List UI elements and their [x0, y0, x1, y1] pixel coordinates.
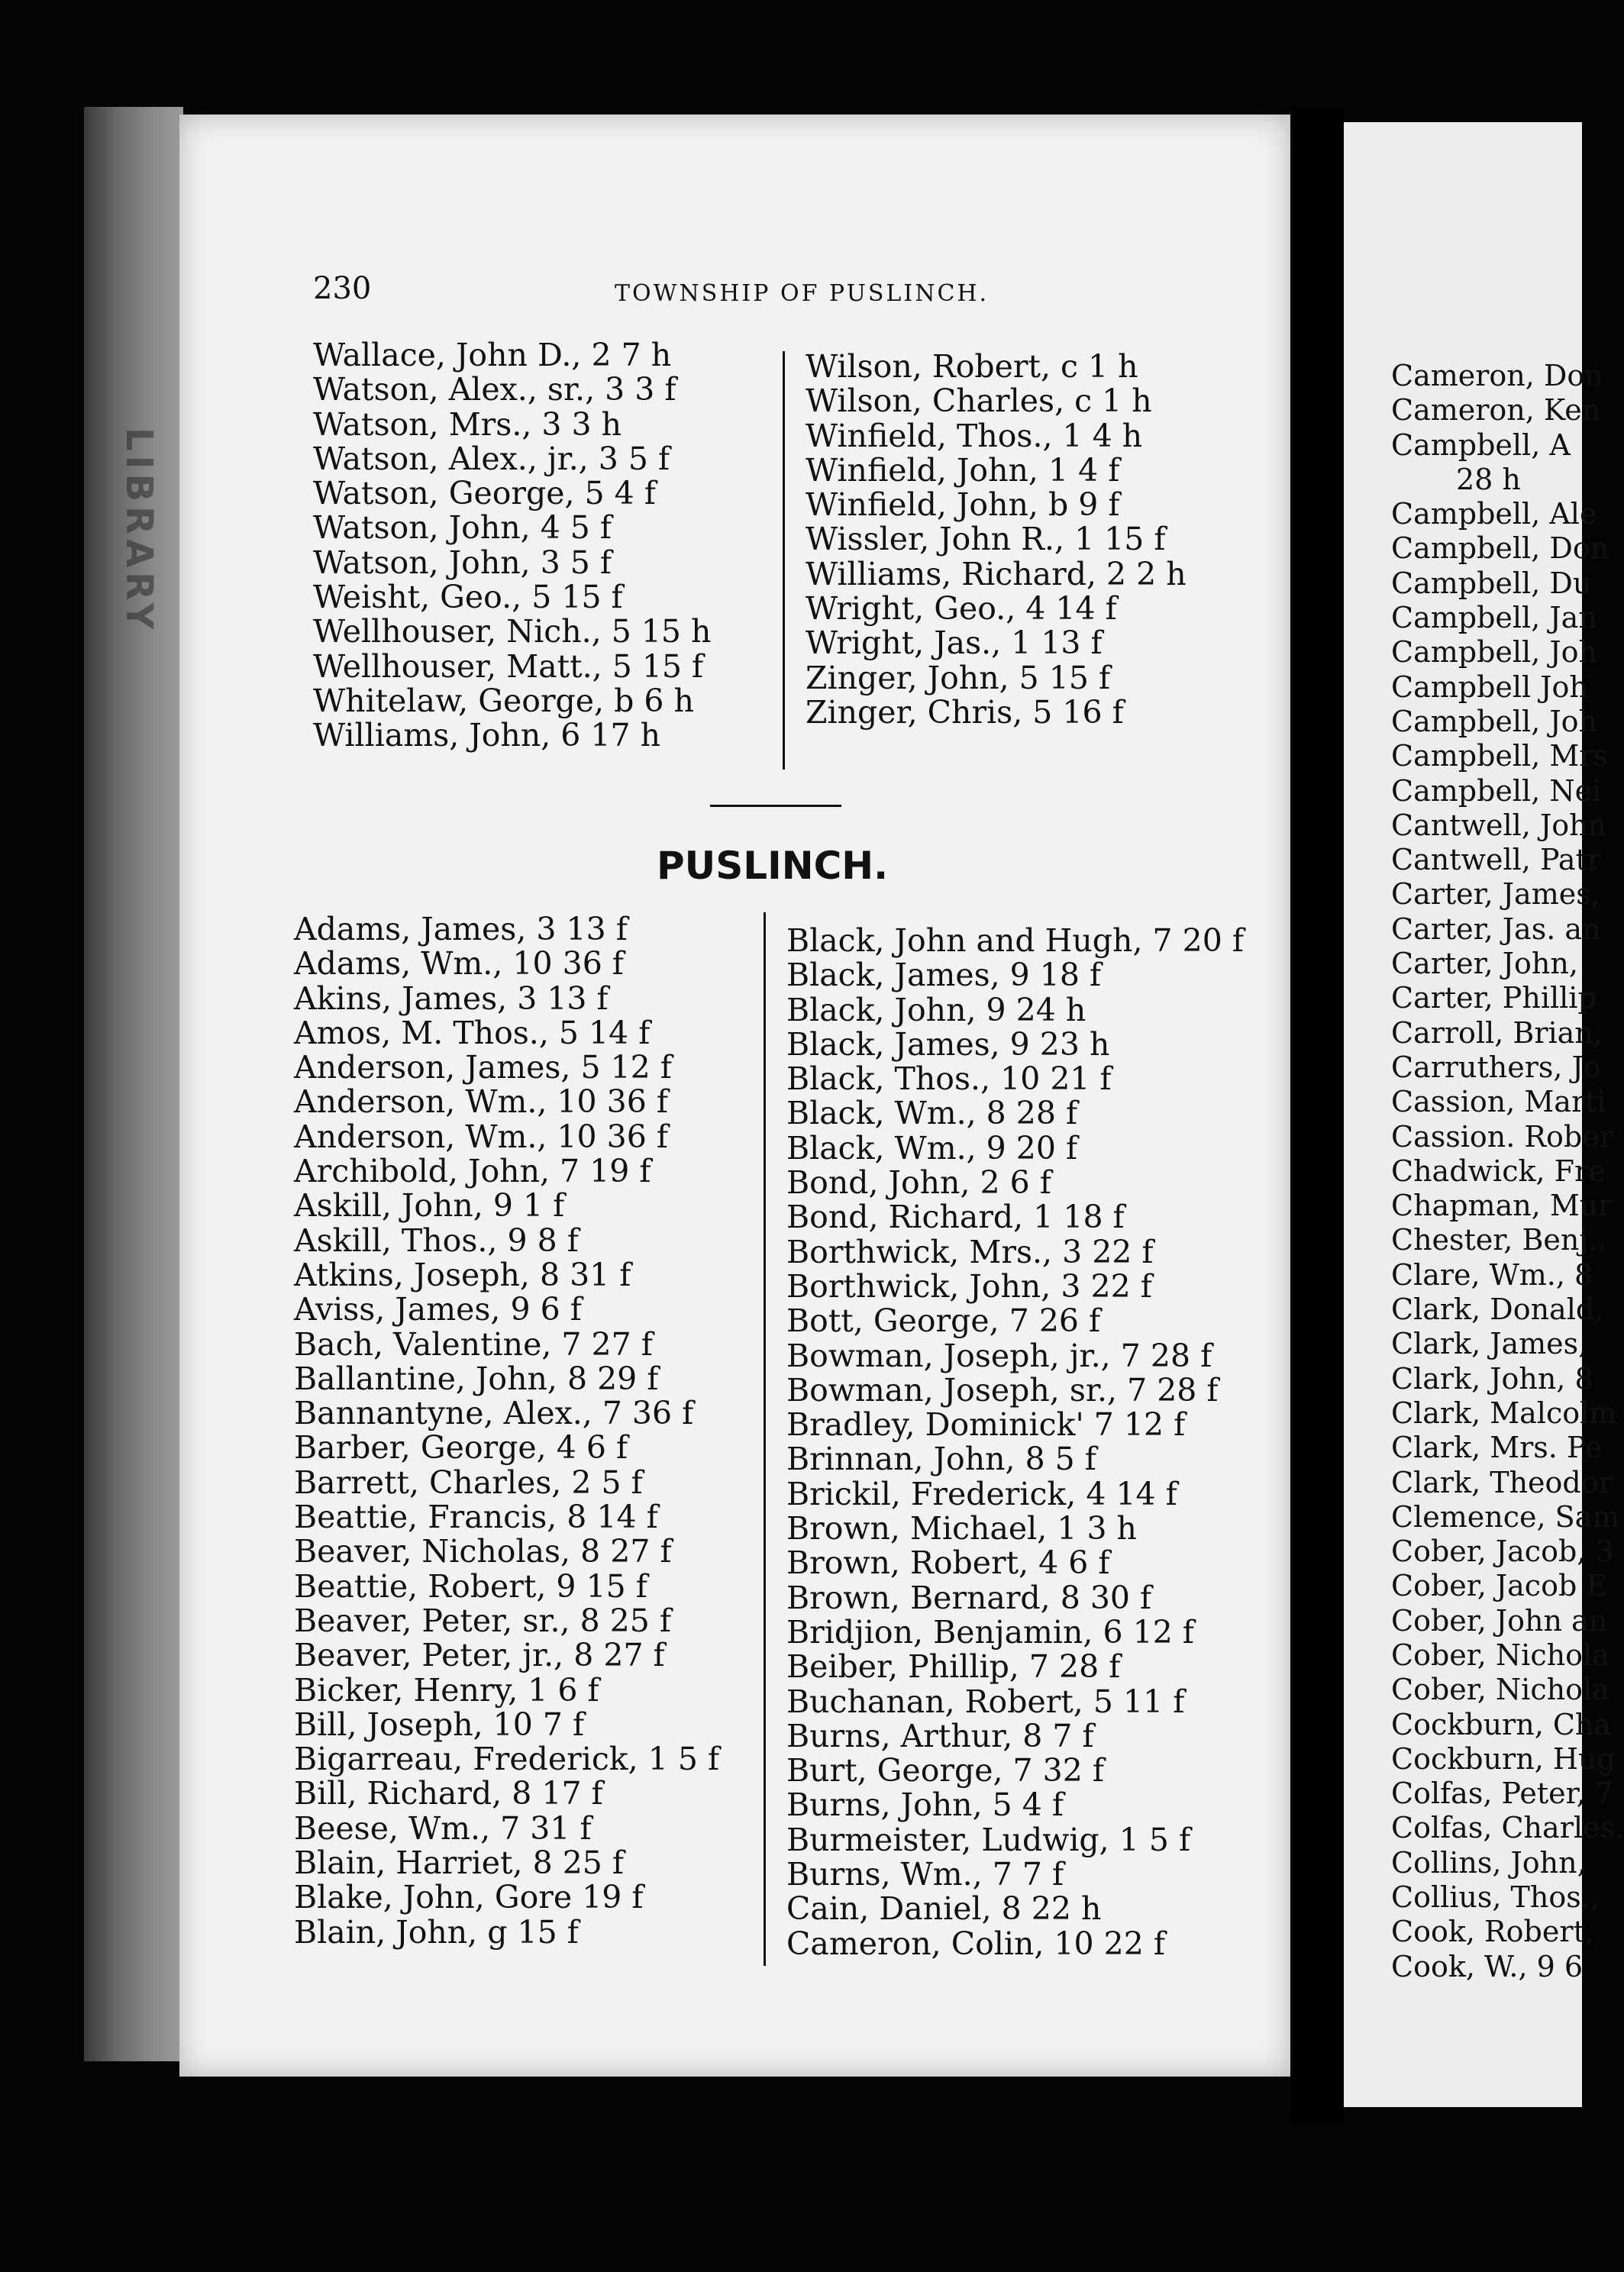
- list-item: Brinnan, John, 8 5 f: [786, 1441, 1096, 1478]
- list-item: Clark, Theodor: [1391, 1465, 1613, 1499]
- list-item: Blain, John, g 15 f: [294, 1913, 579, 1951]
- list-item: Askill, Thos., 9 8 f: [294, 1222, 579, 1259]
- puslinch-right-column: [786, 924, 1244, 1961]
- list-item: Chapman, Mur: [1391, 1189, 1613, 1223]
- list-item: Campbell, Don: [1391, 531, 1609, 566]
- list-item: Bigarreau, Frederick, 1 5 f: [294, 1741, 720, 1778]
- list-item: Campbell, Ale: [1391, 497, 1597, 531]
- list-item: Cober, Jacob E: [1391, 1569, 1608, 1603]
- list-item: Black, Thos., 10 21 f: [786, 1060, 1112, 1098]
- list-item: Black, Wm., 9 20 f: [786, 1129, 1078, 1167]
- list-item: Zinger, John, 5 15 f: [806, 659, 1111, 696]
- list-item: Clark, Donald,: [1391, 1293, 1604, 1327]
- list-item: Borthwick, Mrs., 3 22 f: [786, 1233, 1154, 1270]
- list-item: Beaver, Peter, sr., 8 25 f: [294, 1602, 672, 1639]
- list-item: Campbell, Mrs: [1391, 739, 1608, 773]
- top-left-column: [313, 338, 711, 754]
- list-item: Anderson, James, 5 12 f: [294, 1049, 672, 1086]
- list-item: Winfield, John, b 9 f: [806, 486, 1120, 524]
- puslinch-left-column: [294, 912, 719, 1950]
- list-item: Beaver, Peter, jr., 8 27 f: [294, 1637, 665, 1674]
- list-item: Campbell, Joh: [1391, 704, 1597, 738]
- list-item: Clark, John, 8: [1391, 1361, 1593, 1396]
- list-item: Borthwick, John, 3 22 f: [786, 1267, 1152, 1305]
- list-item: Cook, W., 9 6: [1391, 1949, 1584, 1983]
- list-item: Blain, Harriet, 8 25 f: [294, 1844, 625, 1882]
- list-item: Cameron, Don: [1391, 359, 1603, 392]
- list-item: Chadwick, Fre: [1391, 1154, 1606, 1188]
- list-item: Campbell, A: [1391, 428, 1571, 462]
- list-item: Beese, Wm., 7 31 f: [294, 1809, 592, 1847]
- list-item: Carter, Phillip: [1391, 981, 1597, 1015]
- list-item: Blake, John, Gore 19 f: [294, 1879, 644, 1916]
- list-item: Cain, Daniel, 8 22 h: [786, 1890, 1102, 1928]
- list-item: Bowman, Joseph, jr., 7 28 f: [786, 1337, 1212, 1374]
- list-item: Wilson, Charles, c 1 h: [806, 382, 1152, 420]
- list-item: Wallace, John D., 2 7 h: [313, 337, 672, 373]
- list-item: Watson, John, 3 5 f: [313, 544, 612, 581]
- list-item: Bill, Richard, 8 17 f: [294, 1775, 603, 1812]
- list-item: Wright, Jas., 1 13 f: [806, 624, 1103, 662]
- list-item: Watson, George, 5 4 f: [313, 475, 656, 512]
- list-item: Cockburn, Cha: [1391, 1707, 1612, 1741]
- list-item: Cober, John an: [1391, 1603, 1608, 1638]
- page-number: 230: [313, 271, 372, 306]
- list-item: Ballantine, John, 8 29 f: [294, 1360, 659, 1397]
- page-title: TOWNSHIP OF PUSLINCH.: [615, 280, 990, 307]
- list-item: Campbell, Nei: [1391, 773, 1602, 808]
- list-item: Brown, Michael, 1 3 h: [786, 1510, 1137, 1547]
- list-item: Whitelaw, George, b 6 h: [313, 682, 694, 719]
- list-item: Winfield, Thos., 1 4 h: [806, 417, 1143, 454]
- list-item: Cantwell, John: [1391, 808, 1607, 842]
- list-item: Wellhouser, Matt., 5 15 f: [313, 647, 704, 685]
- list-item: Clare, Wm., 8: [1391, 1257, 1593, 1292]
- list-item: Carter, Jas. an: [1391, 912, 1601, 946]
- list-item: Black, John and Hugh, 7 20 f: [786, 922, 1245, 959]
- list-item: Atkins, Joseph, 8 31 f: [294, 1256, 631, 1293]
- list-item: Bowman, Joseph, sr., 7 28 f: [786, 1371, 1219, 1409]
- puslinch-column-rule: [764, 912, 766, 1966]
- list-item: Brickil, Frederick, 4 14 f: [786, 1475, 1177, 1512]
- list-item: Watson, Alex., jr., 3 5 f: [313, 440, 670, 477]
- list-item: Askill, John, 9 1 f: [294, 1187, 565, 1225]
- list-item: Campbell, Jan: [1391, 601, 1597, 635]
- list-item: Burt, George, 7 32 f: [786, 1752, 1105, 1790]
- list-item: Clark, James,: [1391, 1327, 1588, 1361]
- list-item: Chester, Benj.,: [1391, 1223, 1607, 1257]
- list-item: Barber, George, 4 6 f: [294, 1429, 628, 1467]
- list-item: Cameron, Ken: [1391, 393, 1601, 428]
- page-header: [313, 271, 1077, 317]
- list-item: Cassion, Marti: [1391, 1085, 1606, 1119]
- list-item: Cober, Nichola: [1391, 1673, 1609, 1707]
- list-item: Cantwell, Patr: [1391, 843, 1601, 877]
- list-item: Burns, Wm., 7 7 f: [786, 1856, 1064, 1893]
- list-item: Barrett, Charles, 2 5 f: [294, 1464, 643, 1501]
- list-item: Colfas, Charles.: [1391, 1811, 1624, 1845]
- list-item: Beattie, Robert, 9 15 f: [294, 1567, 647, 1605]
- list-item: Clark, Malcolm: [1391, 1396, 1617, 1430]
- list-item: Black, John, 9 24 h: [786, 991, 1086, 1028]
- list-item: Buchanan, Robert, 5 11 f: [786, 1683, 1185, 1720]
- next-page-column: [1391, 359, 1624, 1984]
- list-item: Watson, Alex., sr., 3 3 f: [313, 371, 676, 408]
- list-item: Archibold, John, 7 19 f: [294, 1153, 651, 1190]
- list-item: Carroll, Brian,: [1391, 1015, 1603, 1050]
- section-title: PUSLINCH.: [657, 844, 889, 888]
- list-item: Bridjion, Benjamin, 6 12 f: [786, 1613, 1194, 1651]
- list-item: Wellhouser, Nich., 5 15 h: [313, 613, 712, 650]
- list-item: Bach, Valentine, 7 27 f: [294, 1325, 653, 1363]
- list-item: Bradley, Dominick' 7 12 f: [786, 1406, 1186, 1444]
- list-item: Weisht, Geo., 5 15 f: [313, 579, 623, 616]
- list-item: Watson, John, 4 5 f: [313, 509, 612, 547]
- list-item: Amos, M. Thos., 5 14 f: [294, 1014, 651, 1051]
- list-item: Anderson, Wm., 10 36 f: [294, 1083, 669, 1121]
- list-item: Aviss, James, 9 6 f: [294, 1291, 582, 1328]
- list-item: Williams, Richard, 2 2 h: [806, 555, 1187, 592]
- list-item: Cober, Jacob, 3: [1391, 1535, 1614, 1569]
- list-item: Black, James, 9 18 f: [786, 957, 1102, 994]
- list-item: Wissler, John R., 1 15 f: [806, 521, 1166, 558]
- list-item: Colfas, Peter, 7: [1391, 1777, 1613, 1811]
- list-item: Bond, Richard, 1 18 f: [786, 1199, 1125, 1236]
- list-item: Black, Wm., 8 28 f: [786, 1095, 1078, 1132]
- list-item: Black, James, 9 23 h: [786, 1025, 1110, 1063]
- list-item: Beattie, Francis, 8 14 f: [294, 1499, 658, 1536]
- list-item: Carter, John,: [1391, 947, 1578, 981]
- list-item: Brown, Bernard, 8 30 f: [786, 1579, 1152, 1616]
- list-item: 28 h: [1456, 462, 1521, 496]
- top-right-column: [806, 350, 1187, 730]
- list-item: Clark, Mrs. Pe: [1391, 1431, 1603, 1465]
- list-item: Cameron, Colin, 10 22 f: [786, 1925, 1166, 1962]
- list-item: Clemence, Sam: [1391, 1499, 1620, 1534]
- list-item: Zinger, Chris, 5 16 f: [806, 693, 1124, 731]
- list-item: Collius, Thos.,: [1391, 1880, 1600, 1915]
- list-item: Collins, John,: [1391, 1845, 1587, 1880]
- list-item: Cook, Robert,: [1391, 1915, 1594, 1949]
- list-item: Beiber, Phillip, 7 28 f: [786, 1648, 1121, 1686]
- list-item: Campbell Joh: [1391, 670, 1588, 704]
- list-item: Burns, John, 5 4 f: [786, 1786, 1064, 1824]
- list-item: Burmeister, Ludwig, 1 5 f: [786, 1821, 1191, 1858]
- list-item: Watson, Mrs., 3 3 h: [313, 405, 622, 443]
- list-item: Campbell, Joh: [1391, 635, 1597, 670]
- list-item: Bond, John, 2 6 f: [786, 1164, 1051, 1202]
- library-stamp: LIBRARY: [118, 428, 160, 634]
- list-item: Beaver, Nicholas, 8 27 f: [294, 1533, 672, 1570]
- list-item: Williams, John, 6 17 h: [313, 717, 661, 754]
- list-item: Winfield, John, 1 4 f: [806, 451, 1120, 489]
- list-item: Burns, Arthur, 8 7 f: [786, 1717, 1094, 1754]
- list-item: Wilson, Robert, c 1 h: [806, 348, 1138, 385]
- list-item: Campbell, Du: [1391, 566, 1592, 600]
- list-item: Cassion. Rober: [1391, 1119, 1613, 1154]
- list-item: Cockburn, Hug: [1391, 1741, 1616, 1776]
- list-item: Akins, James, 3 13 f: [294, 979, 609, 1017]
- top-column-rule: [783, 351, 785, 770]
- list-item: Anderson, Wm., 10 36 f: [294, 1118, 669, 1155]
- list-item: Bannantyne, Alex., 7 36 f: [294, 1395, 694, 1432]
- list-item: Cober, Nichola: [1391, 1638, 1609, 1672]
- list-item: Brown, Robert, 4 6 f: [786, 1544, 1110, 1582]
- list-item: Bicker, Henry, 1 6 f: [294, 1671, 599, 1709]
- page-gutter: [1290, 107, 1344, 2122]
- list-item: Adams, Wm., 10 36 f: [294, 945, 624, 983]
- list-item: Adams, James, 3 13 f: [294, 911, 628, 947]
- list-item: Carter, James,: [1391, 877, 1600, 912]
- list-item: Wright, Geo., 4 14 f: [806, 590, 1117, 628]
- list-item: Bott, George, 7 26 f: [786, 1302, 1101, 1340]
- section-divider: [710, 805, 841, 807]
- list-item: Carruthers, Jo: [1391, 1050, 1601, 1084]
- list-item: Bill, Joseph, 10 7 f: [294, 1706, 585, 1743]
